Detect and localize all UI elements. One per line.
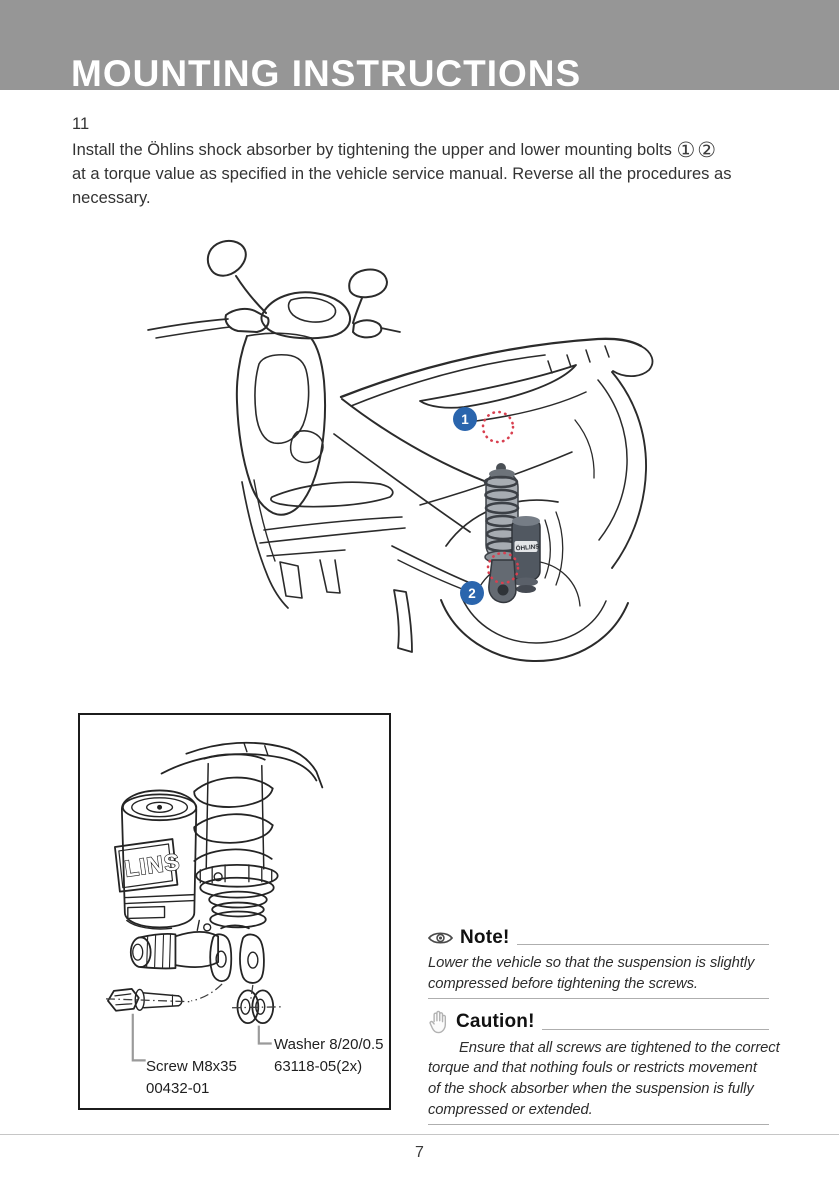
callout-marker-1: 1 — [453, 407, 477, 431]
left-mirror — [208, 241, 246, 276]
handlebar-cover — [261, 292, 350, 338]
washer-label-leader — [259, 1026, 272, 1044]
page-number: 7 — [415, 1144, 424, 1161]
note-heading-rule — [517, 944, 769, 945]
instruction-line-1: Install the Öhlins shock absorber by tightening the upper and lower mounting bolts ①② — [72, 138, 719, 162]
caution-heading-rule — [542, 1029, 769, 1030]
parts-diagram-box — [78, 713, 391, 1110]
cowl-accent — [420, 365, 576, 408]
target-circle-1 — [483, 412, 513, 442]
scooter-line-drawing — [115, 235, 670, 665]
screw-part-label: Screw M8x35 00432-01 — [146, 1058, 237, 1097]
reservoir-logo-text: LINS — [122, 848, 182, 882]
callout-marker-2: 2 — [460, 581, 484, 605]
washer-part-label: Washer 8/20/0.5 63118-05(2x) — [274, 1036, 384, 1075]
eye-icon — [428, 930, 453, 946]
right-mirror — [349, 270, 387, 298]
note-text: Lower the vehicle so that the suspension is slightly compressed before tightening the screws. — [428, 955, 755, 992]
scooter-illustration — [115, 235, 670, 665]
hand-icon — [428, 1010, 449, 1035]
footer-divider — [0, 1134, 839, 1135]
shock-absorber-installed — [485, 463, 540, 602]
caution-text: Ensure that all screws are tightened to the correct torque and that nothing fouls or restricts movement of the shock absorber when the suspension is fully compressed or extended. — [428, 1039, 780, 1118]
shock-logo-text: ÖHLINS — [515, 543, 540, 553]
front-apron — [237, 336, 325, 515]
rear-fender — [612, 372, 646, 568]
right-grip — [353, 320, 381, 337]
caution-divider — [428, 1124, 769, 1125]
instruction-line-2: at a torque value as specified in the vehicle service manual. Reverse all the procedures as — [72, 165, 732, 183]
screw-label-leader — [133, 1014, 146, 1061]
instruction-step — [72, 112, 787, 210]
header-band — [0, 0, 839, 94]
caution-title: Caution! — [456, 1011, 535, 1033]
note-heading — [428, 926, 769, 949]
page-title: MOUNTING INSTRUCTIONS — [71, 53, 582, 94]
kickstand — [394, 590, 412, 652]
caution-heading — [428, 1011, 769, 1034]
note-divider — [428, 998, 769, 999]
callouts-column — [428, 926, 780, 1125]
bolt-reference-markers: ①② — [676, 138, 719, 162]
step-number: 11 — [72, 115, 90, 133]
instruction-line-3: necessary. — [72, 189, 151, 207]
note-title: Note! — [460, 926, 510, 948]
